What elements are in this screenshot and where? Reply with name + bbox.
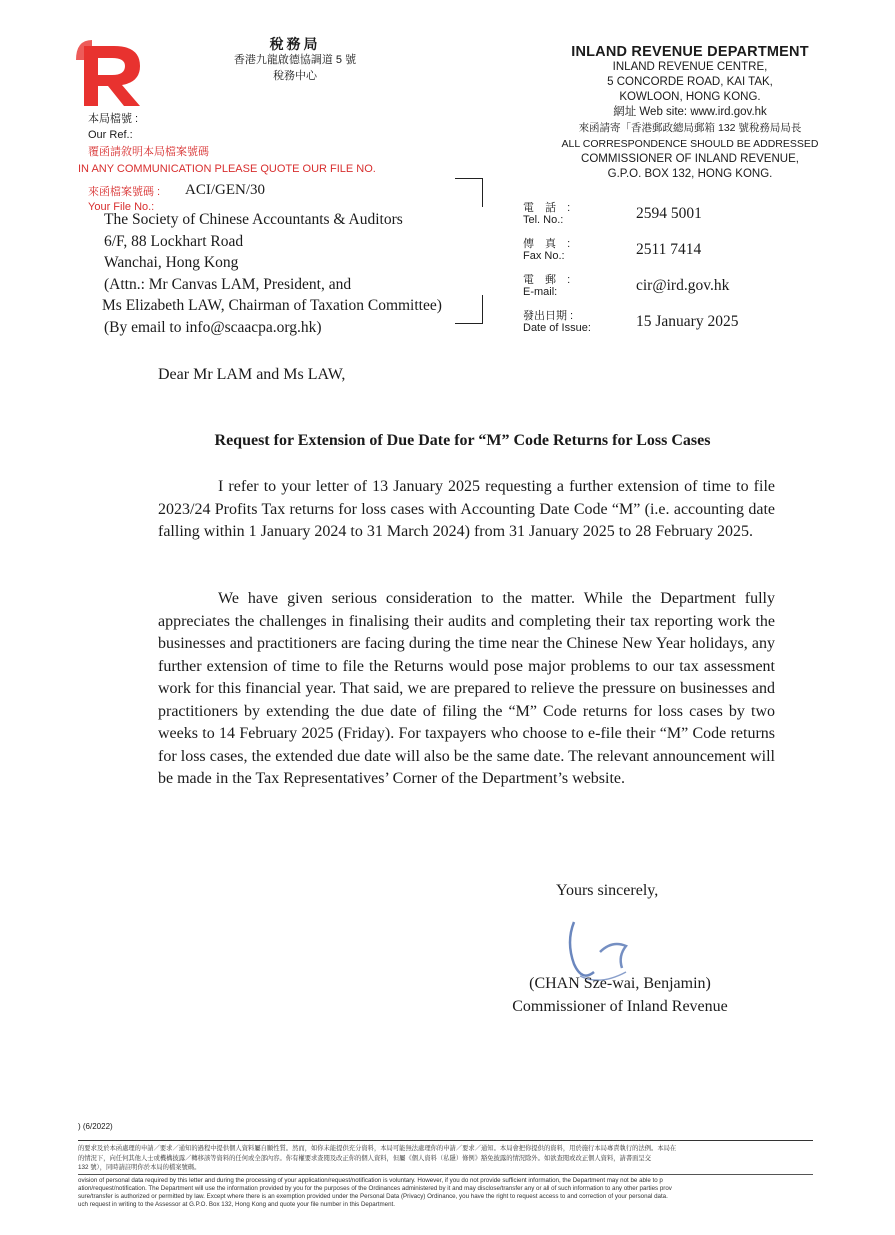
ird-logo-icon bbox=[76, 40, 146, 108]
email-label-cn: 電 郵 : bbox=[523, 274, 575, 286]
fax-label-cn: 傳 真 : bbox=[523, 238, 575, 250]
tel-value: 2594 5001 bbox=[636, 205, 702, 222]
signatory-title: Commissioner of Inland Revenue bbox=[512, 998, 728, 1015]
date-row bbox=[523, 310, 739, 346]
department-header bbox=[520, 44, 860, 182]
paragraph-1 bbox=[158, 476, 775, 544]
address-line-2: KOWLOON, HONG KONG. bbox=[619, 91, 761, 103]
file-number: ACI/GEN/30 bbox=[185, 182, 265, 198]
your-ref-cn: 來函檔案號碼 : bbox=[88, 186, 161, 198]
form-code: ) (6/2022) bbox=[78, 1122, 113, 1131]
footer-cn-line-2: 的情況下，向任何其他人士或機構披露／轉移該等資料的任何或全部內容。你有權要求查閱及改正你的個人資料，但屬《個人資料（私隱）條例》豁免披露的情況除外。如欲查閱或改正個人資料，請書面呈交 bbox=[78, 1154, 652, 1162]
paragraph-2-text: We have given serious consideration to the matter. While the Department fully appreciates the challenges in finalising their audits and completing their tax reporting work the businesses and practitioners are facing during the time near the Chinese New Year holidays, any further extension of time to file the Returns would pose major problems to our tax assessment work for this financial year. That said, we are prepared to relieve the pressure on businesses and practitioners by extending the due date of filing the “M” Code returns for loss cases by two weeks to 14 February 2025 (Friday). For taxpayers who choose to e-file their “M” Code returns for loss cases, the extended due date will also be the same date. The relevant announcement will be made in the Tax Representatives’ Corner of the Department’s website. bbox=[158, 590, 775, 787]
paragraph-2 bbox=[158, 588, 775, 791]
recipient-line-5: Ms Elizabeth LAW, Chairman of Taxation Committee) bbox=[102, 297, 442, 314]
address-bracket-bottom bbox=[455, 295, 483, 324]
cn-office-name: 稅務局 bbox=[269, 36, 321, 52]
tel-label-en: Tel. No.: bbox=[523, 214, 564, 226]
recipient-line-3: Wanchai, Hong Kong bbox=[104, 254, 239, 271]
recipient-line-6: (By email to info@scaacpa.org.hk) bbox=[104, 318, 322, 336]
commissioner-address: COMMISSIONER OF INLAND REVENUE, bbox=[581, 153, 799, 165]
fax-label-en: Fax No.: bbox=[523, 250, 565, 262]
footer-cn-line-3: 132 號），同時請註明你於本局的檔案號碼。 bbox=[78, 1164, 201, 1171]
department-name: INLAND REVENUE DEPARTMENT bbox=[571, 44, 809, 60]
address-line-1: 5 CONCORDE ROAD, KAI TAK, bbox=[607, 76, 773, 88]
footer-cn-line-1: 的要求及於本函處理的申請／要求／通知的過程中提供個人資料屬自願性質。然而，如你未能提供充分資料，本局可能無法處理你的申請／要求／通知。本局會把你提供的資料，用於施行本局專責執行的法例。本局在 bbox=[78, 1145, 677, 1152]
date-value: 15 January 2025 bbox=[636, 313, 739, 330]
fax-row bbox=[523, 238, 702, 274]
recipient-line-1: The Society of Chinese Accountants & Auditors bbox=[104, 211, 403, 228]
signatory-name: (CHAN Sze-wai, Benjamin) bbox=[529, 975, 711, 992]
subject-line: Request for Extension of Due Date for “M” Code Returns for Loss Cases bbox=[214, 432, 711, 449]
recipient-line-4: (Attn.: Mr Canvas LAM, President, and bbox=[104, 275, 352, 293]
cn-correspondence: 來函請寄「香港郵政總局郵箱 132 號稅務局局長 bbox=[578, 122, 802, 134]
correspondence-note: ALL CORRESPONDENCE SHOULD BE ADDRESSED bbox=[561, 138, 819, 150]
signatory-block bbox=[490, 972, 750, 1018]
footer-en-line-1: ovision of personal data required by this letter and during the processing of your application/request/notification is voluntary. However, if you do not provide sufficient information, the Department may not be able to p bbox=[78, 1177, 663, 1184]
tel-label-cn: 電 話 : bbox=[523, 202, 575, 214]
email-label-en: E-mail: bbox=[523, 286, 558, 298]
footer-en-line-4: uch request in writing to the Assessor at G.P.O. Box 132, Hong Kong and quote your file number in this Department. bbox=[78, 1201, 395, 1208]
fax-value: 2511 7414 bbox=[636, 241, 702, 258]
paragraph-1-text: I refer to your letter of 13 January 2025 requesting a further extension of time to file 2023/24 Profits Tax returns for loss cases with Accounting Date Code “M” (i.e. accounting date falling within 1 January 2024 to 31 March 2024) from 31 January 2025 to 28 February 2025. bbox=[158, 478, 775, 540]
salutation: Dear Mr LAM and Ms LAW, bbox=[158, 366, 346, 383]
closing: Yours sincerely, bbox=[556, 882, 659, 899]
footer-divider bbox=[78, 1140, 813, 1141]
email-row bbox=[523, 274, 730, 310]
tel-row bbox=[523, 202, 702, 238]
email-value: cir@ird.gov.hk bbox=[636, 277, 730, 294]
website: 網址 Web site: www.ird.gov.hk bbox=[613, 106, 767, 118]
gpo-box: G.P.O. BOX 132, HONG KONG. bbox=[607, 168, 773, 180]
cn-address-line-2: 稅務中心 bbox=[273, 70, 317, 82]
quote-file-cn: 覆函請敘明本局檔案號碼 bbox=[88, 146, 209, 158]
footer-en-line-3: sure/transfer is authorized or permitted by law. Except where there is an exemption provided under the Personal Data (Privacy) Ordinance, you have the right to request access to and correction of your personal data. bbox=[78, 1193, 668, 1200]
our-ref-en: Our Ref.: bbox=[88, 129, 133, 141]
our-ref-cn: 本局檔號 : bbox=[88, 113, 139, 125]
your-ref-en: Your File No.: bbox=[88, 201, 155, 213]
recipient-line-2: 6/F, 88 Lockhart Road bbox=[104, 232, 244, 250]
quote-file-en: IN ANY COMMUNICATION PLEASE QUOTE OUR FILE NO. bbox=[78, 163, 376, 175]
recipient-address bbox=[104, 209, 442, 338]
footer-cn-notice bbox=[78, 1144, 818, 1173]
cn-address-line-1: 香港九龍啟德協調道 5 號 bbox=[233, 54, 357, 66]
centre-name: INLAND REVENUE CENTRE, bbox=[612, 61, 768, 73]
cn-header bbox=[205, 36, 385, 84]
footer-en-line-2: ation/request/notification. The Department will use the information provided by you for the purposes of the Ordinances administered by it and may disclose/transfer any or all of such information to any other parties prov bbox=[78, 1185, 672, 1192]
address-bracket-top bbox=[455, 178, 483, 207]
contact-block bbox=[523, 202, 739, 346]
footer-divider-2 bbox=[78, 1174, 813, 1175]
footer-en-notice bbox=[78, 1177, 818, 1209]
date-label-cn: 發出日期 : bbox=[523, 310, 574, 322]
date-label-en: Date of Issue: bbox=[523, 322, 591, 334]
